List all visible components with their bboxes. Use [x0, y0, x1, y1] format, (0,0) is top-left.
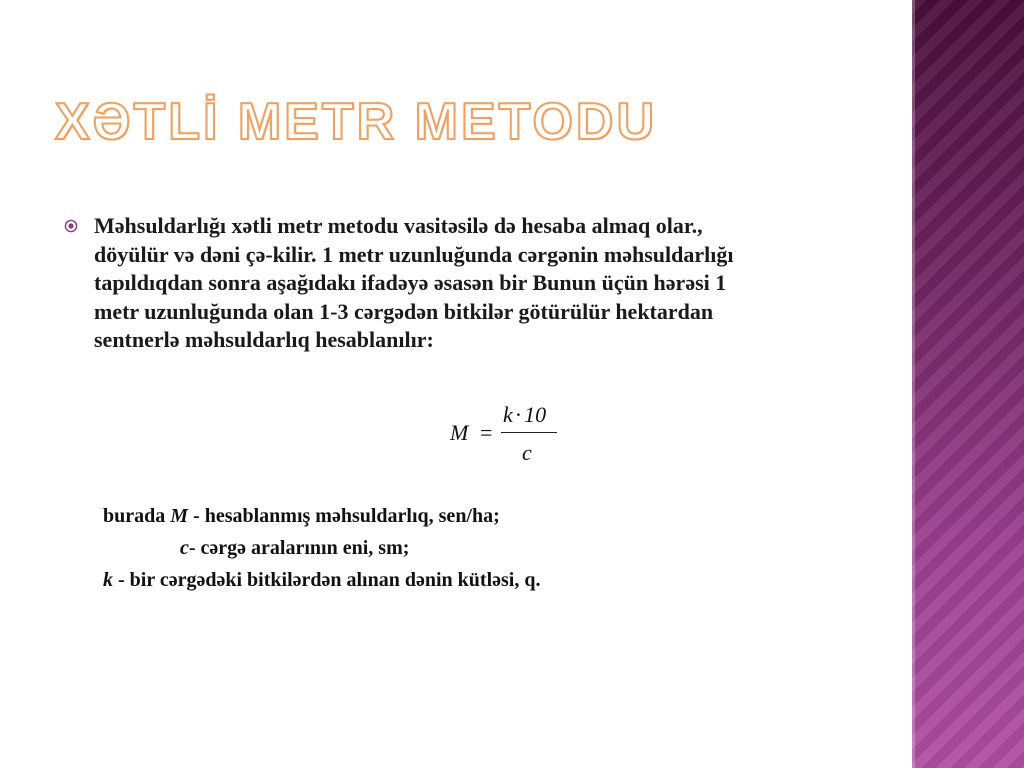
formula-numerator-k: k — [503, 402, 513, 427]
definition-text-m: - hesablanmış məhsuldarlıq, sen/ha; — [193, 505, 500, 527]
formula-denominator: c — [522, 440, 532, 465]
definition-symbol-m: M — [170, 505, 189, 527]
definition-text-k: - bir cərgədəki bitkilərdən alınan dənin kütləsi, q. — [118, 569, 541, 591]
side-band-edge — [912, 0, 915, 768]
formula-numerator — [503, 402, 546, 428]
bullet-paragraph: Məhsuldarlığı xətli metr metodu vasitəsilə də hesaba almaq olar., döyülür və dəni çə-kilir. 1 metr uzunluğunda cərgənin məhsuldarlığı tapıldıqdan sonra aşağıdakı ifadəyə əsasən bir Bunun üçün hərəsi 1 metr uzunluğunda olan 1-3 cərgədən bitkilər götürülür hektardan sentnerlə məhsuldarlıq hesablanılır: — [94, 213, 734, 352]
circled-dot-icon — [64, 219, 78, 233]
formula-lhs: M — [450, 420, 469, 445]
formula-numerator-dot: · — [514, 402, 523, 427]
definition-symbol-c: c — [180, 537, 189, 559]
slide-title: XƏTLİ METR METODU — [55, 93, 658, 151]
definition-symbol-k: k — [103, 569, 113, 591]
definition-text-c: - cərgə aralarının eni, sm; — [188, 537, 410, 559]
definition-line-c — [180, 538, 409, 558]
side-band-pattern — [912, 0, 1024, 768]
yield-formula — [448, 400, 568, 470]
formula-numerator-10: 10 — [524, 402, 547, 427]
definition-line-m — [103, 506, 500, 526]
formula-equals: = — [480, 420, 493, 445]
definition-prefix: burada — [103, 505, 166, 527]
side-decoration-band — [912, 0, 1024, 768]
formula-fraction-bar — [501, 432, 557, 433]
definition-line-k — [103, 570, 540, 590]
